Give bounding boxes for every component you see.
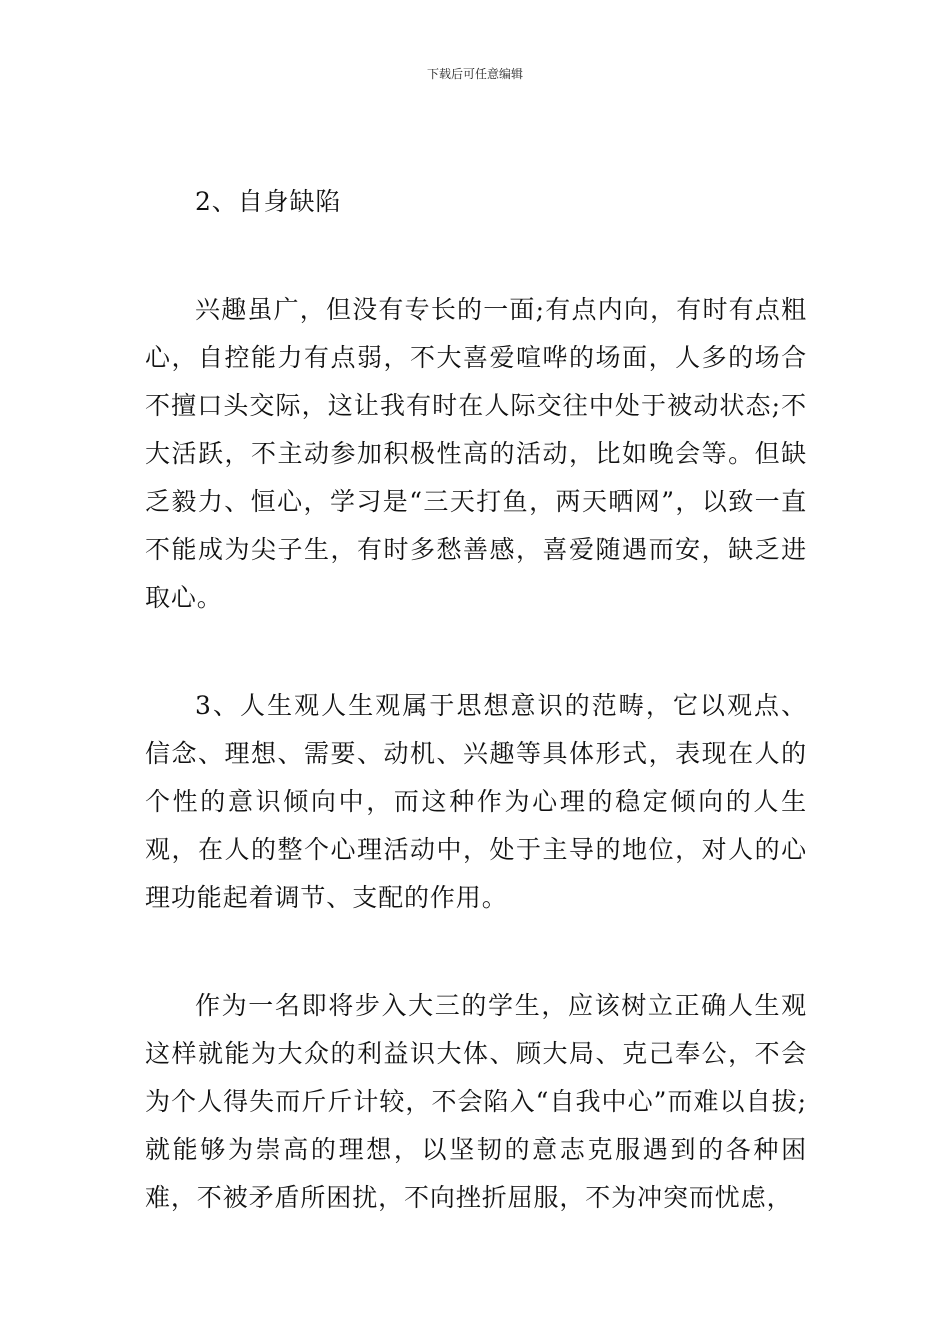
paragraph-spacer <box>145 922 807 982</box>
page-header: 下载后可任意编辑 <box>426 67 523 81</box>
section-heading-weakness: 2、自身缺陷 <box>195 187 342 216</box>
paragraph-outlook-on-life: 3、人生观人生观属于思想意识的范畴，它以观点、信念、理想、需要、动机、兴趣等具体形式，表现在人的个性的意识倾向中，而这种作为心理的稳定倾向的人生观，在人的整个心理活动中，处于主导的地位，对人的心理功能起着调节、支配的作用。 <box>145 691 807 912</box>
paragraph-spacer <box>145 226 807 286</box>
document-body <box>145 178 807 1222</box>
paragraph-weakness: 兴趣虽广，但没有专长的一面;有点内向，有时有点粗心，自控能力有点弱，不大喜爱喧哗的场面，人多的场合不擅口头交际，这让我有时在人际交往中处于被动状态;不大活跃，不主动参加积极性高的活动，比如晚会等。但缺乏毅力、恒心，学习是“三天打鱼，两天晒网”，以致一直不能成为尖子生，有时多愁善感，喜爱随遇而安，缺乏进取心。 <box>145 295 807 612</box>
paragraph-student-outlook: 作为一名即将步入大三的学生，应该树立正确人生观这样就能为大众的利益识大体、顾大局、克己奉公，不会为个人得失而斤斤计较，不会陷入“自我中心”而难以自拔;就能够为崇高的理想，以坚韧的意志克服遇到的各种困难，不被矛盾所困扰，不向挫折屈服，不为冲突而忧虑， <box>145 991 807 1212</box>
paragraph-spacer <box>145 622 807 682</box>
